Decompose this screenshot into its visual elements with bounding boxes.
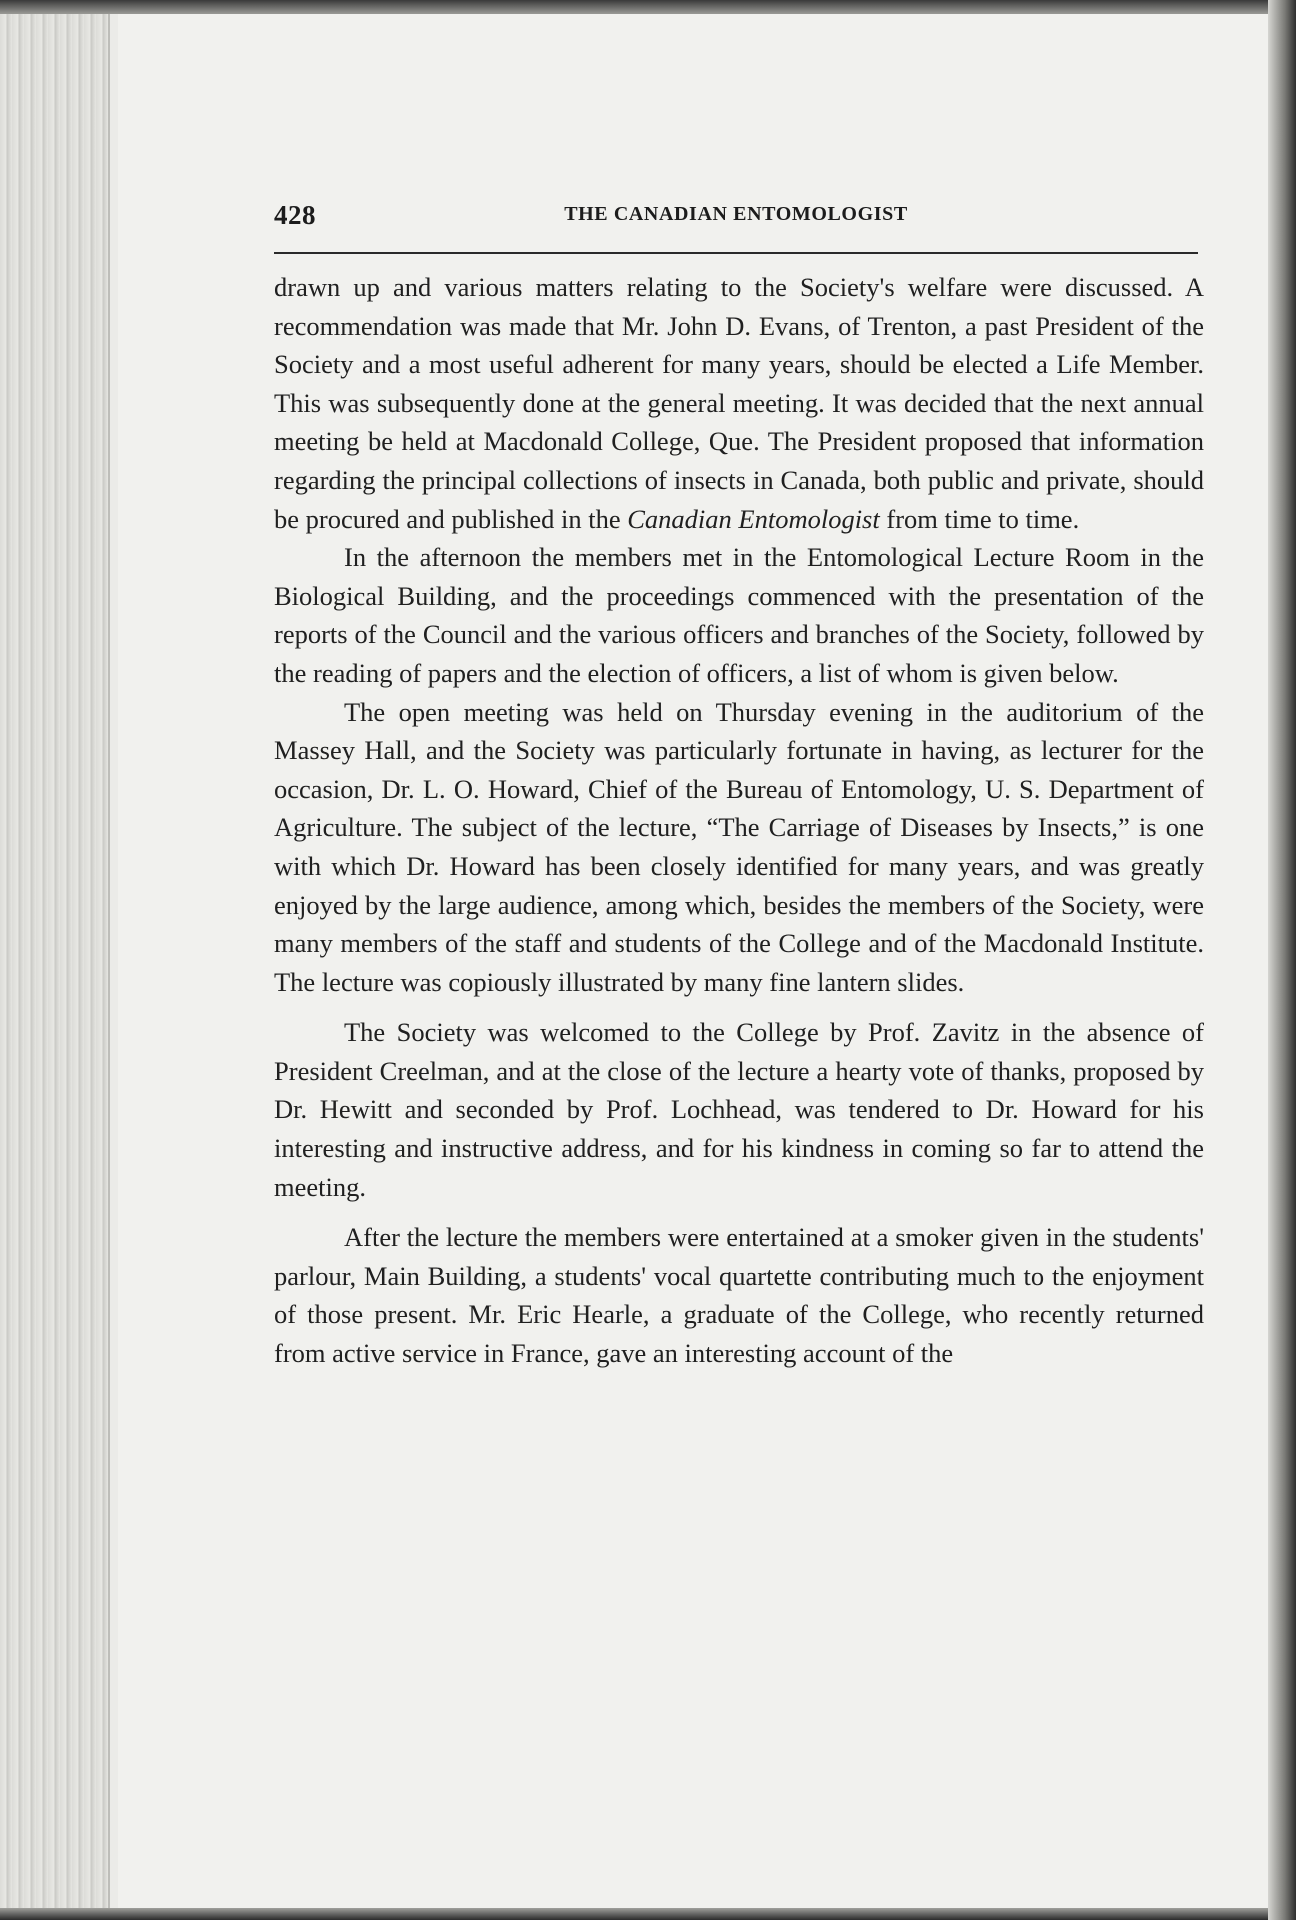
running-head [274,200,1198,240]
journal-name-italic: Canadian Entomologist [627,503,880,534]
paragraph-1-text-end: from time to time. [879,503,1080,534]
paragraph-4: The Society was welcomed to the College by Prof. Zavitz in the absence of President Creelman, and at the close of the lecture a hearty vote of thanks, proposed by Dr. Hewitt and seconded by Prof. Lochhead, was tendered to Dr. Howard for his interesting and instructive address, and for his kindness in coming so far to attend the meeting. [274,1017,1204,1202]
article-body [274,268,1204,1373]
scan-top-border [0,0,1296,14]
page-stack-edge [0,0,110,1920]
paragraph-5: After the lecture the members were entertained at a smoker given in the students' parlour, Main Building, a students' vocal quartette contributing much to the enjoyment of those present. Mr. Eric Hearle, a graduate of the College, who recently returned from active service in France, gave an interesting account of the [274,1222,1204,1369]
scan-bottom-border [0,1908,1296,1920]
journal-title: THE CANADIAN ENTOMOLOGIST [564,203,908,225]
paragraph-2: In the afternoon the members met in the Entomological Lecture Room in the Biological Building, and the proceedings commenced with the presentation of the reports of the Council and the various officers and branches of the Society, followed by the reading of papers and the election of officers, a list of whom is given below. [274,542,1204,688]
page-number: 428 [274,200,316,230]
paragraph-1 [274,268,1204,538]
header-rule [274,252,1198,254]
paragraph-3: The open meeting was held on Thursday evening in the auditorium of the Massey Hall, and the Society was particularly fortunate in having, as lecturer for the occasion, Dr. L. O. Howard, Chief of the Bureau of Entomology, U. S. Department of Agriculture. The subject of the lecture, “The Carriage of Diseases by Insects,” is one with which Dr. Howard has been closely identified for many years, and was greatly enjoyed by the large audience, among which, besides the members of the Society, were many members of the staff and students of the College and of the Macdonald Institute. The lecture was copiously illustrated by many fine lantern slides. [274,696,1204,997]
paragraph-1-text: drawn up and various matters relating to the Society's welfare were discussed. A recommendation was made that Mr. John D. Evans, of Trenton, a past President of the Society and a most useful adherent for many years, should be elected a Life Member. This was subsequently done at the general meeting. It was decided that the next annual meeting be held at Macdonald College, Que. The President proposed that information regarding the principal collections of insects in Canada, both public and private, should be procured and published in the [274,272,1204,534]
book-spine-edge [1268,0,1296,1920]
